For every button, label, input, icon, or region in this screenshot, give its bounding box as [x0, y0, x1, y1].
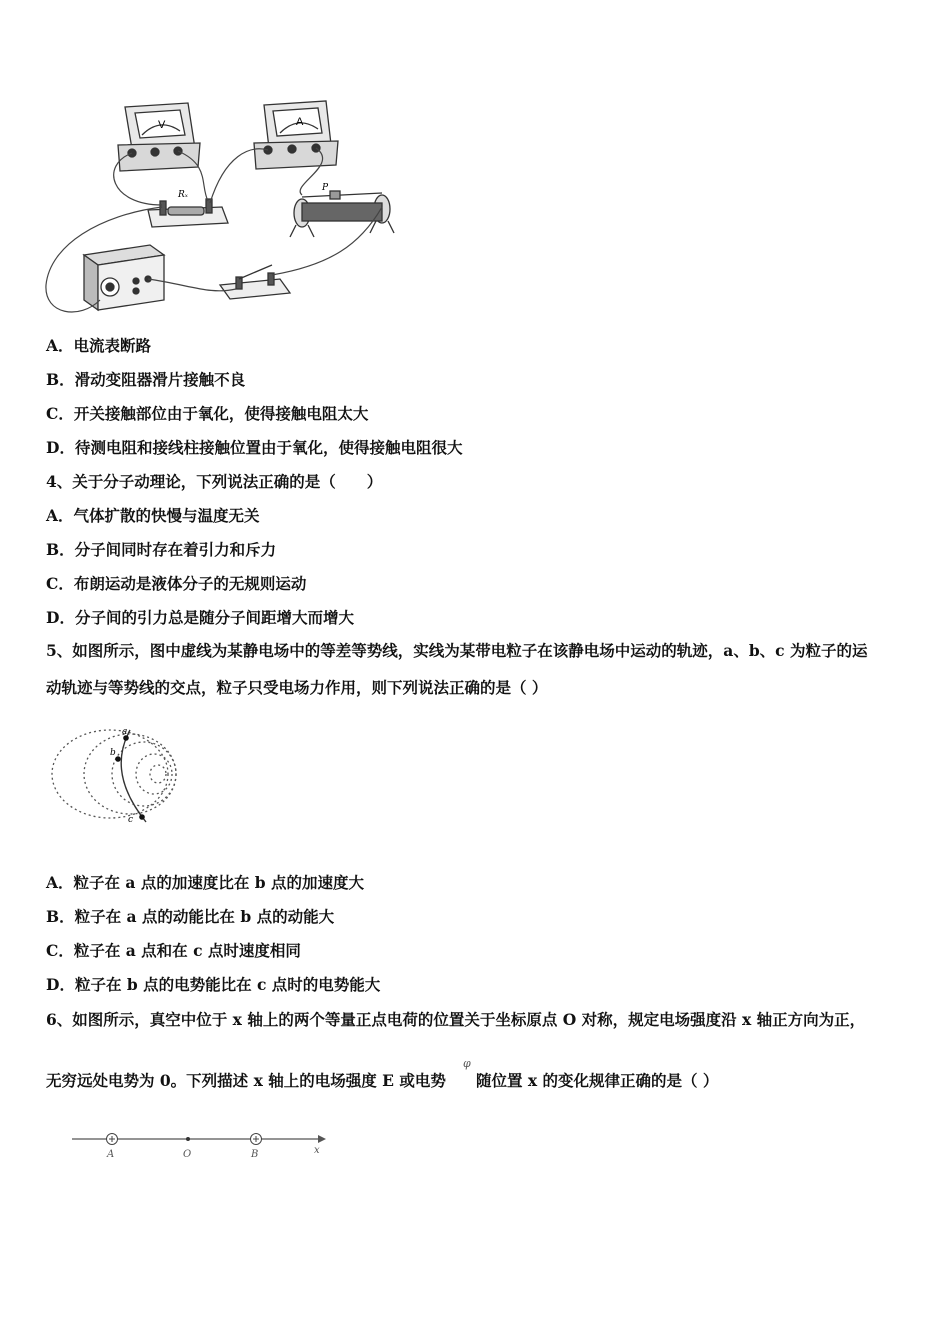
resistor-label: Rₓ: [178, 190, 188, 200]
ammeter: [254, 101, 338, 169]
particle-trajectory: [121, 730, 146, 822]
point-b: [115, 756, 121, 762]
q3-option-b: B．滑动变阻器滑片接触不良: [46, 370, 246, 389]
voltmeter-label: V: [158, 119, 166, 131]
circuit-diagram: [40, 95, 410, 325]
charge-b: [251, 1134, 262, 1145]
q5-option-b: B．粒子在 a 点的动能比在 b 点的动能大: [46, 907, 335, 926]
q6-stem-line2-a: 无穷远处电势为 0。下列描述 x 轴上的电场强度 E 或电势: [46, 1071, 446, 1090]
q4-option-a: A．气体扩散的快慢与温度无关: [46, 506, 260, 525]
q5-stem-line1: 5、如图所示，图中虚线为某静电场中的等差等势线，实线为某带电粒子在该静电场中运动的轨迹，a、b、c 为粒子的运: [46, 641, 868, 660]
q4-option-d: D．分子间的引力总是随分子间距增大而增大: [46, 608, 354, 627]
q6-stem-line1: 6、如图所示，真空中位于 x 轴上的两个等量正点电荷的位置关于坐标原点 O 对称，规定电场强度沿 x 轴正方向为正，: [46, 1010, 866, 1029]
label-x: x: [314, 1145, 320, 1156]
q5-stem-line2: 动轨迹与等势线的交点，粒子只受电场力作用，则下列说法正确的是（ ）: [46, 678, 548, 697]
x-axis-charges-diagram: [68, 1128, 330, 1162]
equipotential-lines: [52, 730, 176, 818]
label-A: A: [107, 1149, 115, 1160]
label-b: b: [110, 748, 116, 758]
label-B: B: [251, 1149, 259, 1160]
resistor: [148, 199, 228, 227]
equipotential-diagram: [48, 722, 188, 832]
q3-option-a: A．电流表断路: [46, 336, 152, 355]
switch: [220, 265, 290, 299]
phi-symbol: φ: [463, 1057, 471, 1070]
q5-option-c: C．粒子在 a 点和在 c 点时速度相同: [46, 941, 301, 960]
label-a: a: [122, 727, 128, 737]
ammeter-label: A: [296, 116, 304, 128]
origin-point: [186, 1137, 190, 1141]
voltmeter: [118, 103, 200, 171]
q6-stem-line2-b: 随位置 x 的变化规律正确的是（ ）: [476, 1071, 719, 1090]
q5-option-a: A．粒子在 a 点的加速度比在 b 点的加速度大: [46, 873, 364, 892]
q4-stem: 4、关于分子动理论，下列说法正确的是（ ）: [46, 472, 383, 491]
power-supply: [84, 245, 164, 310]
point-c: [139, 814, 145, 820]
x-axis-arrow: [318, 1135, 326, 1143]
q4-option-c: C．布朗运动是液体分子的无规则运动: [46, 574, 307, 593]
q3-option-c: C．开关接触部位由于氧化，使得接触电阻太大: [46, 404, 369, 423]
label-c: c: [128, 815, 134, 825]
q3-option-d: D．待测电阻和接线柱接触位置由于氧化，使得接触电阻很大: [46, 438, 463, 457]
label-O: O: [183, 1149, 192, 1160]
q4-option-b: B．分子间同时存在着引力和斥力: [46, 540, 277, 559]
slider-label: P: [322, 183, 329, 193]
q5-option-d: D．粒子在 b 点的电势能比在 c 点时的电势能大: [46, 975, 381, 994]
charge-a: [107, 1134, 118, 1145]
